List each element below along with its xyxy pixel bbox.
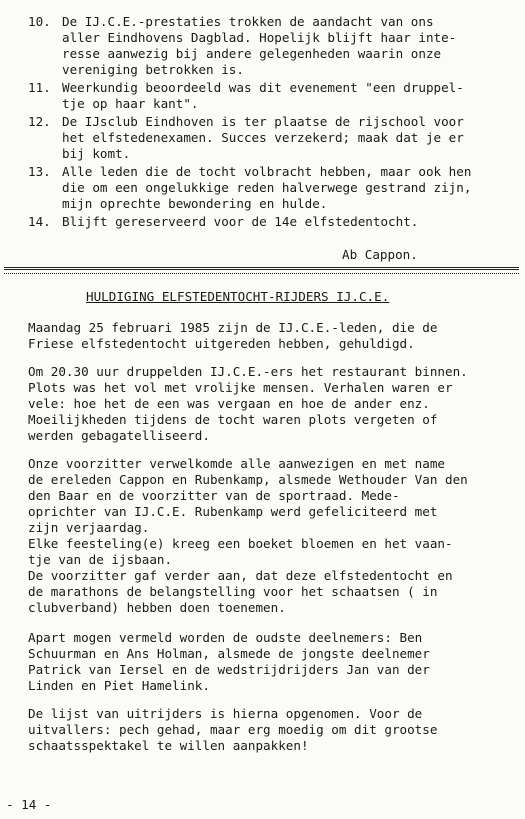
section-heading: HULDIGING ELFSTEDENTOCHT-RIJDERS IJ.C.E. xyxy=(86,289,390,304)
paragraph-line: De lijst van uitrijders is hierna opgenomen. Voor de xyxy=(28,706,423,721)
list-line: Blijft gereserveerd voor de 14e elfstedentocht. xyxy=(62,214,419,229)
list-line: De IJsclub Eindhoven is ter plaatse de rijschool voor xyxy=(62,114,464,129)
paragraph-line: Linden en Piet Hamelink. xyxy=(28,678,210,693)
list-number: 13. xyxy=(28,164,51,179)
paragraph-line: Patrick van Iersel en de wedstrijdrijders Jan van der xyxy=(28,662,430,677)
list-number: 12. xyxy=(28,114,51,129)
paragraph-line: De voorzitter gaf verder aan, dat deze elfstedentocht en xyxy=(28,568,453,583)
list-line: Weerkundig beoordeeld was dit evenement "een druppel- xyxy=(62,80,464,95)
paragraph-line: vele: hoe het de een was vergaan en hoe de ander enz. xyxy=(28,396,430,411)
paragraph-line: werden gebagatelliseerd. xyxy=(28,428,210,443)
paragraph-line: oprichter van IJ.C.E. Rubenkamp werd gefeliciteerd met xyxy=(28,504,438,519)
paragraph-line: de ereleden Cappon en Rubenkamp, alsmede Wethouder Van den xyxy=(28,472,468,487)
paragraph-line: tje van de ijsbaan. xyxy=(28,552,173,567)
list-line: vereniging betrokken is. xyxy=(62,62,244,77)
paragraph-line: Schuurman en Ans Holman, alsmede de jongste deelnemer xyxy=(28,646,430,661)
list-line: mijn oprechte bewondering en hulde. xyxy=(62,196,328,211)
double-rule-separator xyxy=(4,267,519,270)
paragraph-line: Apart mogen vermeld worden de oudste deelnemers: Ben xyxy=(28,630,423,645)
list-line: die om een ongelukkige reden halverwege gestrand zijn, xyxy=(62,180,472,195)
paragraph-line: clubverband) hebben doen toenemen. xyxy=(28,600,286,615)
list-line: De IJ.C.E.-prestaties trokken de aandacht van ons xyxy=(62,14,434,29)
paragraph-line: Om 20.30 uur druppelden IJ.C.E.-ers het restaurant binnen. xyxy=(28,364,468,379)
list-line: resse aanwezig bij andere gelegenheden waarin onze xyxy=(62,46,442,61)
paragraph-line: schaatsspektakel te willen aanpakken! xyxy=(28,738,309,753)
paragraph-line: Plots was het vol met vrolijke mensen. Verhalen waren er xyxy=(28,380,453,395)
list-number: 14. xyxy=(28,214,51,229)
paragraph-line: Friese elfstedentocht uitgereden hebben, gehuldigd. xyxy=(28,336,415,351)
paragraph-line: zijn verjaardag. xyxy=(28,520,150,535)
paragraph-line: de marathons de belangstelling voor het schaatsen ( in xyxy=(28,584,438,599)
paragraph-line: den Baar en de voorzitter van de sportraad. Mede- xyxy=(28,488,400,503)
paragraph-line: Moeilijkheden tijdens de tocht waren plots vergeten of xyxy=(28,412,438,427)
paragraph-line: uitvallers: pech gehad, maar erg moedig om dit grootse xyxy=(28,722,438,737)
list-number: 10. xyxy=(28,14,51,29)
list-line: tje op haar kant". xyxy=(62,96,199,111)
signature: Ab Cappon. xyxy=(342,247,418,262)
list-number: 11. xyxy=(28,80,51,95)
list-line: Alle leden die de tocht volbracht hebben, maar ook hen xyxy=(62,164,472,179)
page-number: - 14 - xyxy=(6,797,52,812)
paragraph-line: Maandag 25 februari 1985 zijn de IJ.C.E.-leden, die de xyxy=(28,320,438,335)
list-line: bij komt. xyxy=(62,146,131,161)
paragraph-line: Onze voorzitter verwelkomde alle aanwezigen en met name xyxy=(28,456,446,471)
dotted-rule-separator xyxy=(4,273,519,274)
list-line: het elfstedenexamen. Succes verzekerd; maak dat je er xyxy=(62,130,464,145)
list-line: aller Eindhovens Dagblad. Hopelijk blijft haar inte- xyxy=(62,30,457,45)
paragraph-line: Elke feesteling(e) kreeg een boeket bloemen en het vaan- xyxy=(28,536,453,551)
